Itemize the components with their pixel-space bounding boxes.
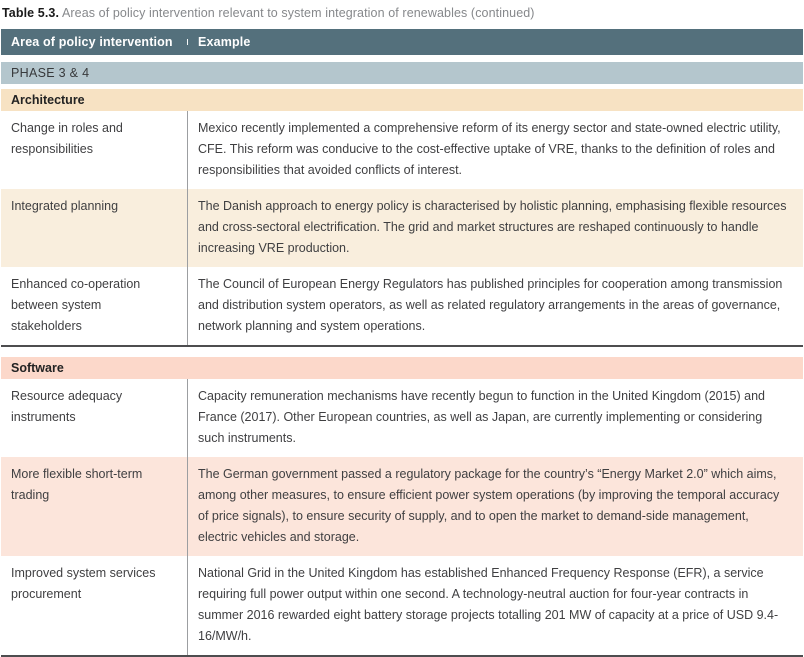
example-cell: Mexico recently implemented a comprehensive reform of its energy sector and state-owned electric utility, CFE. This reform was conducive to the cost-effective uptake of VRE, thanks to the definition of roles and responsibilities that avoided conflicts of interest. xyxy=(187,111,803,189)
table-header-row xyxy=(1,29,803,55)
spacer xyxy=(1,347,803,357)
header-example-column: Example xyxy=(187,35,803,49)
section-row-architecture xyxy=(1,89,803,111)
phase-row xyxy=(1,62,803,84)
table-row xyxy=(1,189,803,267)
table-caption xyxy=(0,0,804,29)
example-cell: The Council of European Energy Regulators has published principles for cooperation among transmission and distribution system operators, as well as related regulatory arrangements in the areas of governance, network planning and system operations. xyxy=(187,267,803,345)
table-row xyxy=(1,111,803,189)
header-area-column: Area of policy intervention xyxy=(11,35,173,49)
area-cell: Enhanced co-operation between system stakeholders xyxy=(11,277,141,333)
table-row xyxy=(1,267,803,345)
policy-table xyxy=(1,29,803,657)
table-row xyxy=(1,457,803,556)
section-row-software xyxy=(1,357,803,379)
area-cell: Improved system services procurement xyxy=(11,566,156,601)
phase-label: PHASE 3 & 4 xyxy=(11,66,90,80)
table-row xyxy=(1,556,803,655)
area-cell: More flexible short-term trading xyxy=(11,467,143,502)
table-row xyxy=(1,379,803,457)
example-cell: The German government passed a regulatory package for the country’s “Energy Market 2.0” which aims, among other measures, to ensure efficient power system operations (by improving the temporal accuracy of price signals), to ensure security of supply, and to open the market to demand-side management, electric vehicles and storage. xyxy=(187,457,803,556)
example-cell: Capacity remuneration mechanisms have recently begun to function in the United Kingdom (2015) and France (2017). Other European countries, as well as Japan, are currently implementing or considering such instruments. xyxy=(187,379,803,457)
area-cell: Resource adequacy instruments xyxy=(11,389,123,424)
area-cell: Integrated planning xyxy=(11,199,119,213)
section-name: Software xyxy=(11,361,64,375)
spacer xyxy=(1,55,803,62)
example-cell: The Danish approach to energy policy is characterised by holistic planning, emphasising flexible resources and cross-sectoral electrification. The grid and market structures are reshaped continuously to handle increasing VRE production. xyxy=(187,189,803,267)
section-name: Architecture xyxy=(11,93,85,107)
area-cell: Change in roles and responsibilities xyxy=(11,121,123,156)
table-title: Areas of policy intervention relevant to system integration of renewables (continued) xyxy=(61,6,535,20)
example-cell: National Grid in the United Kingdom has established Enhanced Frequency Response (EFR), a service requiring full power output within one second. A technology-neutral auction for four-year contracts in summer 2016 rewarded eight battery storage projects totalling 201 MW of capacity at a price of USD 9.4-16/MW/h. xyxy=(187,556,803,655)
table-number: Table 5.3. xyxy=(2,6,60,20)
